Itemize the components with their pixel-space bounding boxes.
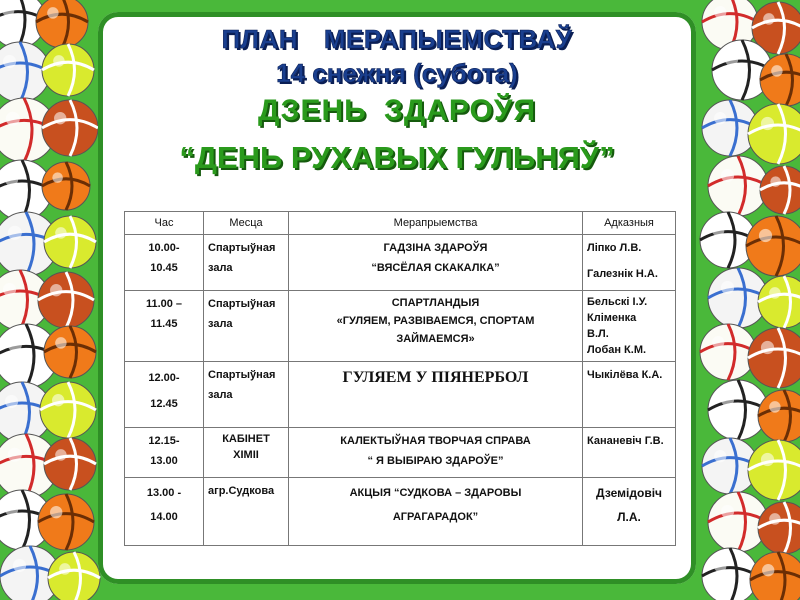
table-header-row <box>125 212 676 235</box>
time-start: 12.00- <box>148 372 180 384</box>
time-cell <box>125 291 204 362</box>
place-text: зала <box>208 318 233 330</box>
event-cell <box>289 291 583 362</box>
place-cell <box>204 362 289 428</box>
time-end: 13.00 <box>150 455 178 467</box>
rugby-ball-icon <box>748 328 800 388</box>
event-text: СПАРТЛАНДЫЯ <box>391 297 480 309</box>
table-row <box>125 428 676 478</box>
responsible-cell <box>583 478 676 546</box>
table-row <box>125 478 676 546</box>
time-start: 13.00 - <box>146 487 182 499</box>
place-text: Спартыўная <box>208 242 276 254</box>
tennis-ball-icon <box>48 552 100 600</box>
place-cell <box>204 478 289 546</box>
basketball-icon <box>750 552 800 600</box>
basketball-icon <box>44 326 96 378</box>
table-row <box>125 362 676 428</box>
responsible-name: Дземідовіч <box>595 486 662 500</box>
responsible-name: Л.А. <box>617 510 641 524</box>
time-start: 12.15- <box>148 435 180 447</box>
place-text: зала <box>208 389 233 401</box>
basketball-icon <box>42 162 90 210</box>
place-cell <box>204 235 289 291</box>
rugby-ball-icon <box>44 438 96 490</box>
responsible-name: В.Л. <box>587 328 609 340</box>
time-end: 12.45 <box>150 398 178 410</box>
table-row <box>125 235 676 291</box>
baseball-icon <box>708 156 768 216</box>
column-header-place: Месца <box>204 212 289 235</box>
games-day-title: “ДЕНЬ РУХАВЫХ ГУЛЬНЯЎ” <box>179 140 615 175</box>
date-title: 14 снежня (субота) <box>276 58 518 88</box>
plan-title: ПЛАН МЕРАПЫЕМСТВАЎ <box>221 24 573 54</box>
place-text: зала <box>208 262 233 274</box>
place-text: КАБІНЕТ <box>222 433 270 445</box>
column-header-event: Мерапрыемства <box>289 212 583 235</box>
event-text: “ВЯСЁЛАЯ СКАКАЛКА” <box>371 262 500 274</box>
basketball-icon <box>36 0 88 48</box>
event-text: ЗАЙМАЕМСЯ» <box>396 333 475 345</box>
responsible-name: Ліпко Л.В. <box>587 242 642 254</box>
soccer-ball-icon <box>702 548 758 600</box>
responsible-name: Галезнік Н.А. <box>587 268 658 280</box>
time-start: 10.00- <box>148 242 180 254</box>
event-text: АГРАГАРАДОК” <box>392 511 479 523</box>
tennis-ball-icon <box>748 440 800 500</box>
responsible-cell <box>583 291 676 362</box>
place-text: Спартыўная <box>208 369 276 381</box>
responsible-cell <box>583 362 676 428</box>
place-text: ХІМІІ <box>233 449 259 461</box>
column-header-responsible: Адказныя <box>583 212 676 235</box>
event-text: ГУЛЯЕМ У ПІЯНЕРБОЛ <box>342 369 529 386</box>
place-cell <box>204 291 289 362</box>
basketball-icon <box>746 216 800 276</box>
rugby-ball-icon <box>38 272 94 328</box>
baseball-icon <box>700 324 756 380</box>
health-day-title: ДЗЕНЬ ЗДАРОЎЯ <box>257 94 537 127</box>
time-cell <box>125 428 204 478</box>
responsible-name: Бельскі І.У. <box>587 296 648 308</box>
title-block <box>98 22 696 182</box>
time-end: 10.45 <box>150 262 178 274</box>
event-text: “ Я ВЫБІРАЮ ЗДАРОЎЕ” <box>367 455 504 467</box>
place-text: агр.Судкова <box>208 485 275 497</box>
event-text: КАЛЕКТЫЎНАЯ ТВОРЧАЯ СПРАВА <box>340 435 531 447</box>
responsible-name: Чыкілёва К.А. <box>587 369 663 381</box>
event-cell <box>289 478 583 546</box>
column-header-time: Час <box>125 212 204 235</box>
tennis-ball-icon <box>42 44 94 96</box>
tennis-ball-icon <box>44 216 96 268</box>
event-cell <box>289 428 583 478</box>
place-cell <box>204 428 289 478</box>
tennis-ball-icon <box>40 382 96 438</box>
time-cell <box>125 235 204 291</box>
time-end: 11.45 <box>150 318 178 330</box>
responsible-name: Лобан К.М. <box>587 344 647 356</box>
time-cell <box>125 362 204 428</box>
event-text: ГАДЗІНА ЗДАРОЎЯ <box>383 242 488 254</box>
tennis-ball-icon <box>748 104 800 164</box>
basketball-icon <box>38 494 94 550</box>
time-start: 11.00 – <box>145 298 183 310</box>
schedule-table <box>124 211 676 546</box>
rugby-ball-icon <box>42 100 98 156</box>
event-cell <box>289 235 583 291</box>
time-end: 14.00 <box>150 511 178 523</box>
responsible-name: Кліменка <box>587 312 637 324</box>
responsible-cell <box>583 428 676 478</box>
event-cell <box>289 362 583 428</box>
place-text: Спартыўная <box>208 298 276 310</box>
responsible-cell <box>583 235 676 291</box>
rugby-ball-icon <box>760 166 800 214</box>
table-row <box>125 291 676 362</box>
time-cell <box>125 478 204 546</box>
event-text: АКЦЫЯ “СУДКОВА – ЗДАРОВЫ <box>349 487 522 499</box>
responsible-name: Кананевіч Г.В. <box>587 435 664 447</box>
event-text: «ГУЛЯЕМ, РАЗВІВАЕМСЯ, СПОРТАМ <box>336 315 535 327</box>
